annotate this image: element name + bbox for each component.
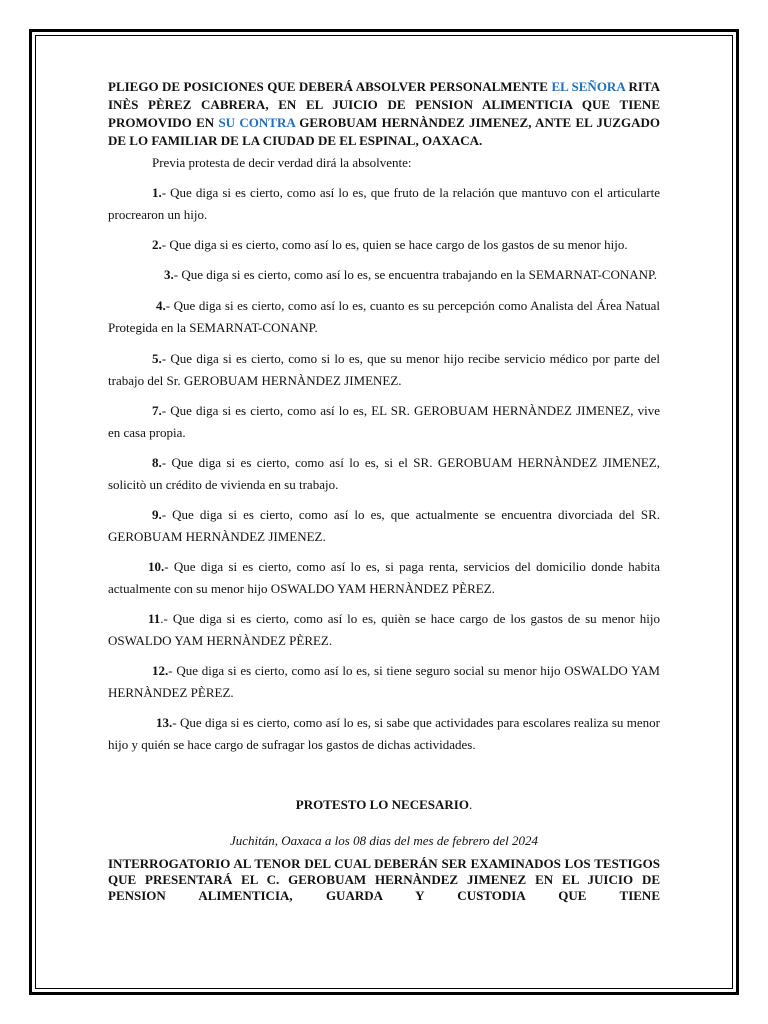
item-text: - Que diga si es cierto, como así lo es, se encuentra trabajando en la SEMARNAT-CONANP. [173, 267, 658, 282]
item-number: 12. [152, 663, 169, 678]
item-number: 3. [164, 267, 174, 282]
closing-statement [108, 796, 660, 814]
document-heading [108, 78, 660, 150]
position-item [108, 264, 660, 286]
item-number: 9. [152, 507, 162, 522]
heading-part-2: RITA INÈS PÈREZ CABRERA, EN EL JUICIO DE PENSION ALIMENTICIA QUE TIENE PROMOVIDO EN [108, 79, 660, 130]
place-and-date: Juchitán, Oaxaca a los 08 dias del mes de febrero del 2024 [229, 833, 539, 848]
position-item [108, 234, 660, 256]
item-number: 4. [156, 298, 166, 313]
heading-part-3: GEROBUAM HERNÀNDEZ JIMENEZ, ANTE EL JUZGADO DE LO FAMILIAR DE LA CIUDAD DE EL ESPINAL, OAXACA. [108, 115, 660, 148]
item-text: - Que diga si es cierto, como así lo es, que fruto de la relación que mantuvo con el articularte procrearon un hijo. [108, 185, 660, 222]
position-item [108, 712, 660, 756]
position-item [108, 182, 660, 226]
item-number: 11 [148, 611, 161, 626]
item-text: - Que diga si es cierto, como si lo es, que su menor hijo recibe servicio médico por parte del trabajo del Sr. GEROBUAM HERNÀNDEZ JIMENEZ. [108, 351, 660, 388]
closing-text: PROTESTO LO NECESARIO [295, 797, 469, 812]
position-item [108, 452, 660, 496]
item-text: - Que diga si es cierto, como así lo es, quien se hace cargo de los gastos de su menor hijo. [161, 237, 628, 252]
item-number: 5. [152, 351, 162, 366]
item-text: - Que diga si es cierto, como así lo es, que actualmente se encuentra divorciada del SR. GEROBUAM HERNÀNDEZ JIMENEZ. [108, 507, 660, 544]
item-text: - Que diga si es cierto, como así lo es, si el SR. GEROBUAM HERNÀNDEZ JIMENEZ, solicitò un crédito de vivienda en su trabajo. [108, 455, 660, 492]
position-item [108, 556, 660, 600]
item-text: .- Que diga si es cierto, como así lo es, quièn se hace cargo de los gastos de su menor hijo OSWALDO YAM HERNÀNDEZ PÈREZ. [108, 611, 660, 648]
interrogatory-heading: INTERROGATORIO AL TENOR DEL CUAL DEBERÁN SER EXAMINADOS LOS TESTIGOS QUE PRESENTARÁ EL C. GEROBUAM HERNÀNDEZ JIMENEZ EN EL JUICIO DE PENSION ALIMENTICIA, GUARDA Y CUSTODIA QUE TIENE [108, 856, 660, 903]
position-item [108, 348, 660, 392]
intro-text: Previa protesta de decir verdad dirá la absolvente: [152, 155, 412, 170]
item-text: - Que diga si es cierto, como así lo es, cuanto es su percepción como Analista del Área Natual Protegida en la SEMARNAT-CONANP. [108, 298, 660, 335]
position-item [108, 608, 660, 652]
item-number: 2. [152, 237, 162, 252]
position-item [108, 400, 660, 444]
document-body [108, 78, 660, 904]
heading-part-1: PLIEGO DE POSICIONES QUE DEBERÁ ABSOLVER PERSONALMENTE [108, 79, 552, 94]
position-item [108, 295, 660, 339]
heading-highlight-1: EL SEÑORA [551, 79, 625, 94]
position-item [108, 504, 660, 548]
item-number: 8. [152, 455, 162, 470]
item-number: 1. [152, 185, 162, 200]
item-text: - Que diga si es cierto, como así lo es, si tiene seguro social su menor hijo OSWALDO YAM HERNÀNDEZ PÈREZ. [108, 663, 660, 700]
closing-period: . [468, 797, 473, 812]
item-number: 13. [156, 715, 173, 730]
item-text: - Que diga si es cierto, como así lo es, si paga renta, servicios del domicilio donde habita actualmente con su menor hijo OSWALDO YAM HERNÀNDEZ PÈREZ. [108, 559, 660, 596]
heading-highlight-2: SU CONTRA [218, 115, 295, 130]
item-text: - Que diga si es cierto, como así lo es, EL SR. GEROBUAM HERNÀNDEZ JIMENEZ, vive en casa propia. [108, 403, 660, 440]
item-text: - Que diga si es cierto, como así lo es, si sabe que actividades para escolares realiza su menor hijo y quién se hace cargo de sufragar los gastos de dichas actividades. [108, 715, 660, 752]
item-number: 10. [148, 559, 165, 574]
item-number: 7. [152, 403, 162, 418]
position-item [108, 660, 660, 704]
